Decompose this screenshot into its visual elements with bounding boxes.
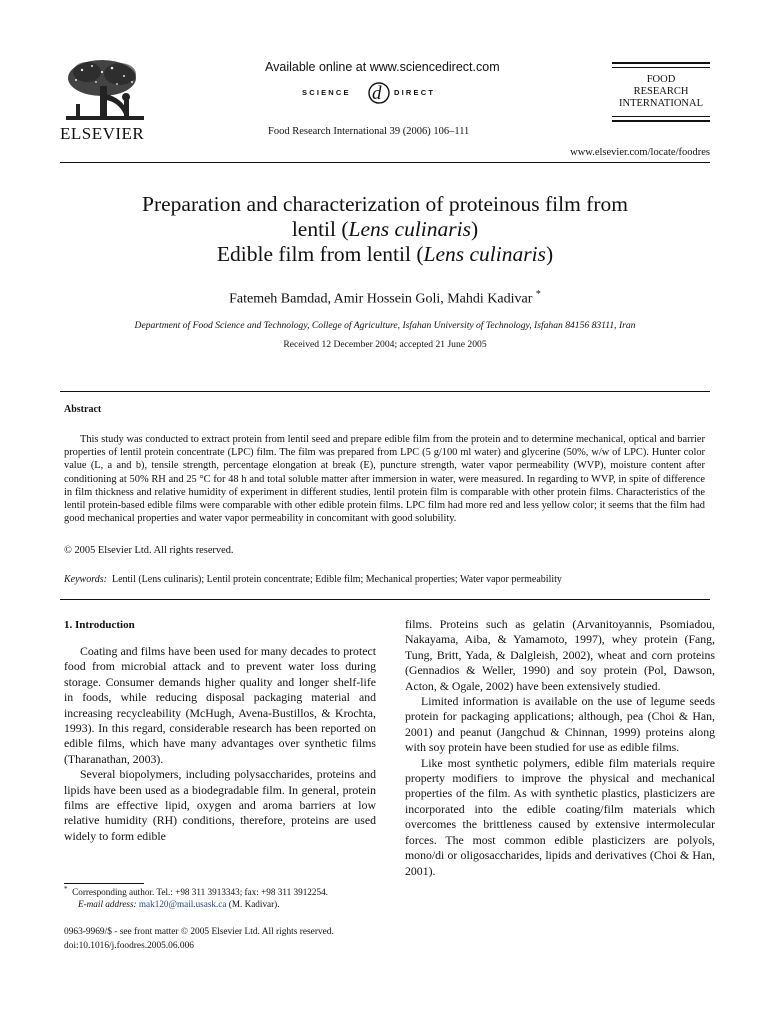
corresponding-author-mark[interactable]: * [535, 289, 541, 300]
paragraph: Coating and films have been used for many decades to protect food from microbial attack and to prevent water loss during storage. Consumer demands higher quality and longer shelf-life in foods, while reducing disposal packaging material and increasing recycleability (McHugh, Avena-Bustillos, & Krochta, 1993). In this regard, considerable research has been reported on edible films, which have many advantages over synthetic films (Tharanathan, 2003). [64, 644, 376, 766]
journal-title-line: RESEARCH [633, 86, 689, 97]
email-link[interactable]: mak120@mail.usask.ca [138, 899, 227, 909]
keywords-label: Keywords: [64, 574, 107, 585]
journal-title-line: FOOD [646, 74, 676, 85]
right-column [405, 617, 715, 879]
sd-left-text: SCIENCE [302, 88, 351, 97]
divider [60, 391, 710, 392]
title-line: lentil (Lens culinaris) [291, 217, 479, 241]
footnote-divider [64, 883, 144, 884]
keywords-list: Lentil (Lens culinaris); Lentil protein concentrate; Edible film; Mechanical properties; Water vapor permeability [111, 574, 562, 585]
front-matter: 0963-9969/$ - see front matter © 2005 Elsevier Ltd. All rights reserved. [64, 927, 334, 937]
paragraph: Like most synthetic polymers, edible film materials require property modifiers to improve the physical and mechanical properties of the film. As with synthetic plastics, plasticizers are incorporated into the edible coating/film materials which overcomes the brittleness caused by extensive intermolecular forces. The most common edible plasticizers are polyols, mono/di or oligosaccharides, lipids and derivatives (Choi & Han, 2001). [405, 755, 715, 878]
doi[interactable]: doi:10.1016/j.foodres.2005.06.006 [64, 941, 194, 951]
available-online-text[interactable]: Available online at www.sciencedirect.com [265, 60, 500, 74]
title-line: Edible film from lentil (Lens culinaris) [216, 242, 554, 266]
header-divider [60, 162, 710, 163]
elsevier-tree-logo [62, 58, 148, 124]
divider [612, 120, 710, 122]
journal-url[interactable]: www.elsevier.com/locate/foodres [570, 147, 710, 158]
divider [60, 599, 710, 600]
received-dates: Received 12 December 2004; accepted 21 June 2005 [283, 339, 487, 350]
abstract-heading: Abstract [64, 404, 102, 415]
divider [612, 67, 710, 68]
sd-right-text: DIRECT [394, 88, 436, 97]
divider [612, 116, 710, 117]
svg-text:d: d [372, 83, 382, 104]
abstract-body: This study was conducted to extract protein from lentil seed and prepare edible film from the protein and to determine mechanical, optical and barrier properties of lentil protein concentrate (LPC) film. The film was prepared from LPC (5 g/100 ml water) and glycerine (50%, w/w of LPC). Hunter color value (L, a and b), tensile strength, percentage elongation at break (E), puncture strength, water vapor permeability (WVP), moisture content after conditioning at 50% RH and 25 °C for 48 h and total soluble matter after immersion in water, were measured. In regarding to WVP, in spite of difference in film thickness and relative humidity of experiment in different studies, lentil protein film is comparable with other protein films. Characteristics of the lentil protein-based edible films were comparable with other edible protein films. LPC film had more red and less yellow color; it seems that the film had good mechanical properties and water vapor permeability in concomitant with good solubility. [64, 434, 705, 525]
journal-title-box [612, 62, 710, 125]
paragraph: Limited information is available on the use of legume seeds protein for packaging applications; although, pea (Choi & Han, 2001) and peanut (Jangchud & Chinnan, 1999) proteins along with soy protein have been studied for use as edible films. [405, 694, 715, 755]
author-list: Fatemeh Bamdad, Amir Hossein Goli, Mahdi Kadivar [229, 291, 533, 307]
authors [60, 289, 710, 308]
journal-reference: Food Research International 39 (2006) 106–111 [268, 126, 470, 137]
paragraph: Several biopolymers, including polysaccharides, proteins and lipids have been used as a biodegradable film. In general, protein films are effective lipid, oxygen and aroma barriers at low relative humidity (RH) conditions, therefore, proteins are used widely to form edible [64, 767, 376, 843]
title-line: Preparation and characterization of proteinous film from [142, 192, 628, 216]
article-title [60, 192, 710, 267]
footnote-email: E-mail address: mak120@mail.usask.ca (M. Kadivar). [78, 899, 280, 909]
abstract-copyright: © 2005 Elsevier Ltd. All rights reserved. [64, 545, 234, 556]
journal-title-line: INTERNATIONAL [619, 98, 703, 109]
paragraph: films. Proteins such as gelatin (Arvanitoyannis, Psomiadou, Nakayama, Aiba, & Yamamoto, 1997), whey protein (Fang, Tung, Britt, Yada, & Dalgleish, 2002), wheat and corn proteins (Gennadios & Weller, 1990) and soy protein (Pol, Dawson, Acton, & Ogale, 2002) have been extensively studied. [405, 617, 715, 693]
keywords [64, 574, 562, 585]
divider [612, 62, 710, 64]
section-heading-introduction: 1. Introduction [64, 619, 135, 631]
sciencedirect-logo [278, 80, 478, 110]
publisher-name: ELSEVIER [60, 124, 145, 143]
left-column [64, 644, 376, 844]
footnote-corresponding: * Corresponding author. Tel.: +98 311 3913343; fax: +98 311 3912254. [64, 885, 328, 898]
affiliation: Department of Food Science and Technology, College of Agriculture, Isfahan University of Technology, Isfahan 84156 83111, Iran [134, 320, 636, 331]
